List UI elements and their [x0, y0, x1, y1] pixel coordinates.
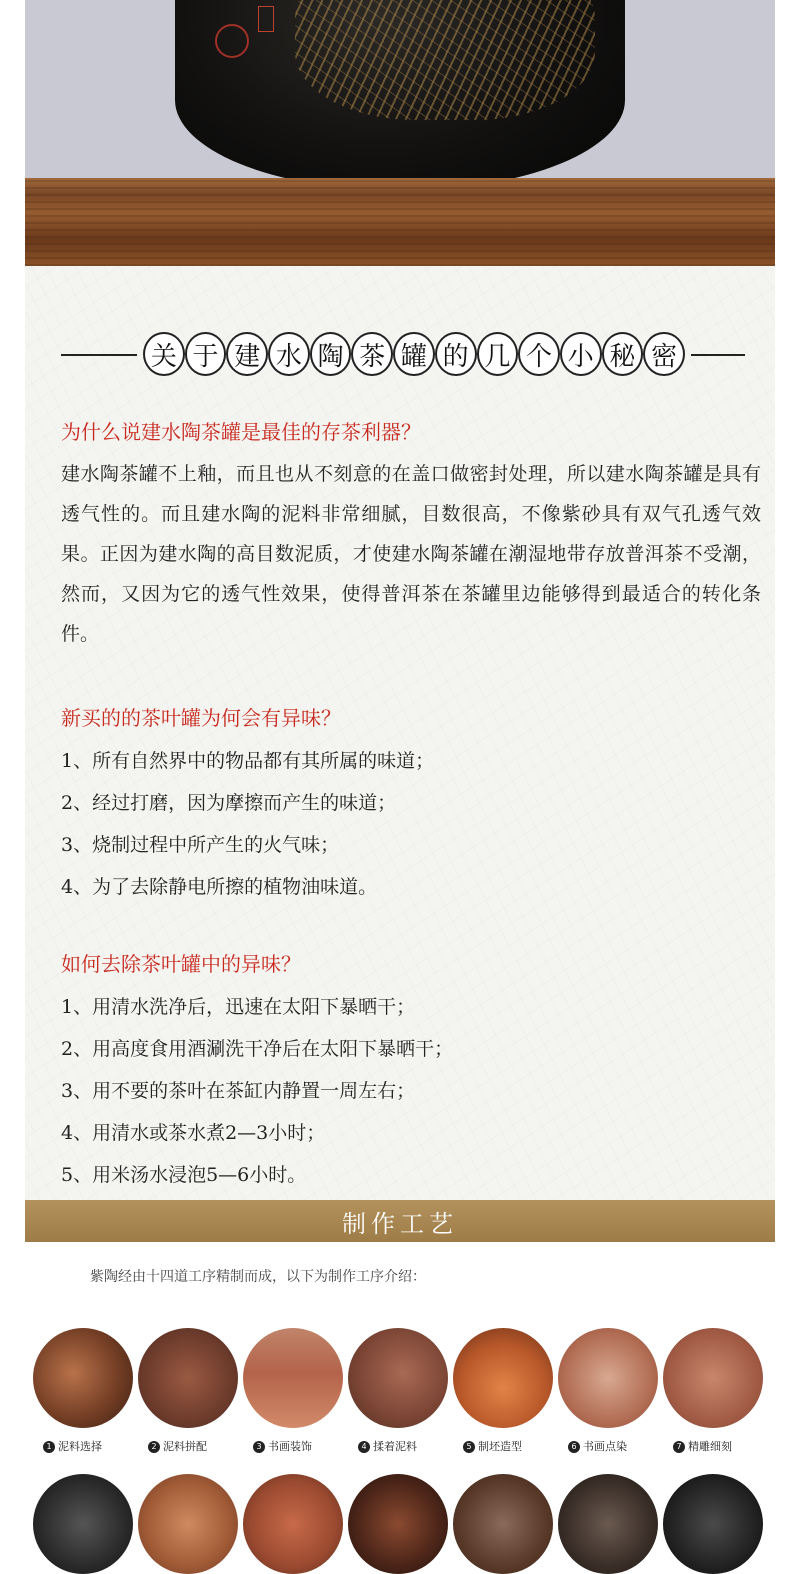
- title-char: 水: [268, 332, 310, 376]
- title-char: 茶: [351, 332, 393, 376]
- title-char: 建: [226, 332, 268, 376]
- title-char: 个: [518, 332, 560, 376]
- step-label-text: 泥料拼配: [163, 1440, 207, 1453]
- title-char: 的: [435, 332, 477, 376]
- list-item: 4、为了去除静电所擦的植物油味道。: [61, 876, 378, 898]
- step-1-photo: [33, 1328, 133, 1428]
- step-number-icon: 6: [568, 1441, 580, 1453]
- question-2-list: [61, 740, 434, 908]
- jar-seal-mark: [258, 6, 274, 32]
- title-rule-left: [61, 354, 137, 356]
- step-number-icon: 2: [148, 1441, 160, 1453]
- step-3-label: [253, 1438, 312, 1454]
- step-7-photo: [663, 1328, 763, 1428]
- list-item: 1、用清水洗净后，迅速在太阳下暴晒干；: [61, 996, 416, 1018]
- step-12-photo: [453, 1474, 553, 1574]
- step-6-photo: [558, 1328, 658, 1428]
- step-number-icon: 1: [43, 1441, 55, 1453]
- step-label-text: 制坯造型: [478, 1440, 522, 1453]
- craft-banner: 制作工艺: [25, 1200, 775, 1242]
- step-10-photo: [243, 1474, 343, 1574]
- step-label-text: 精雕细刻: [688, 1440, 732, 1453]
- step-5-photo: [453, 1328, 553, 1428]
- title-char: 几: [477, 332, 519, 376]
- title-char: 秘: [602, 332, 644, 376]
- jar-round-seal: [215, 24, 249, 58]
- title-char: 小: [560, 332, 602, 376]
- step-2-photo: [138, 1328, 238, 1428]
- question-3-heading: 如何去除茶叶罐中的异味？: [61, 952, 301, 976]
- article-section: [25, 266, 775, 1200]
- step-6-label: [568, 1438, 627, 1454]
- title-char: 于: [185, 332, 227, 376]
- step-number-icon: 7: [673, 1441, 685, 1453]
- step-2-label: [148, 1438, 207, 1454]
- step-11-photo: [348, 1474, 448, 1574]
- list-item: 2、用高度食用酒涮洗干净后在太阳下暴晒干；: [61, 1038, 454, 1060]
- hero-photo: [25, 0, 775, 266]
- step-3-photo: [243, 1328, 343, 1428]
- step-number-icon: 5: [463, 1441, 475, 1453]
- question-1-answer: 建水陶茶罐不上釉，而且也从不刻意的在盖口做密封处理，所以建水陶茶罐是具有透气性的。而且建水陶的泥料非常细腻，目数很高，不像紫砂具有双气孔透气效果。正因为建水陶的高目数泥质，才使建水陶茶罐在潮湿地带存放普洱茶不受潮，然而，又因为它的透气性效果，使得普洱茶在茶罐里边能够得到最适合的转化条件。: [61, 463, 761, 645]
- tea-jar-image: [175, 0, 625, 190]
- title-char: 陶: [310, 332, 352, 376]
- jar-engraving: [295, 0, 595, 120]
- step-9-photo: [138, 1474, 238, 1574]
- step-7-label: [673, 1438, 732, 1454]
- list-item: 1、所有自然界中的物品都有其所属的味道；: [61, 750, 435, 772]
- question-1-heading: 为什么说建水陶茶罐是最佳的存茶利器？: [61, 420, 421, 444]
- step-label-text: 书画装饰: [268, 1440, 312, 1453]
- step-label-text: 揉着泥料: [373, 1440, 417, 1453]
- step-4-label: [358, 1438, 417, 1454]
- step-5-label: [463, 1438, 522, 1454]
- title-char: 关: [143, 332, 185, 376]
- question-2-heading: 新买的的茶叶罐为何会有异味？: [61, 706, 341, 730]
- question-3-list: [61, 986, 453, 1196]
- title-char: 罐: [393, 332, 435, 376]
- title-char: 密: [643, 332, 685, 376]
- list-item: 4、用清水或茶水煮2—3小时；: [61, 1122, 326, 1144]
- step-label-text: 书画点染: [583, 1440, 627, 1453]
- craft-intro: 紫陶经由十四道工序精制而成，以下为制作工序介绍：: [90, 1269, 426, 1285]
- title-rule-right: [691, 354, 745, 356]
- step-14-photo: [663, 1474, 763, 1574]
- step-8-photo: [33, 1474, 133, 1574]
- step-number-icon: 3: [253, 1441, 265, 1453]
- list-item: 5、用米汤水浸泡5—6小时。: [61, 1164, 307, 1186]
- step-4-photo: [348, 1328, 448, 1428]
- list-item: 3、用不要的茶叶在茶缸内静置一周左右；: [61, 1080, 416, 1102]
- wooden-shelf: [25, 178, 775, 266]
- step-number-icon: 4: [358, 1441, 370, 1453]
- step-13-photo: [558, 1474, 658, 1574]
- list-item: 2、经过打磨，因为摩擦而产生的味道；: [61, 792, 397, 814]
- step-label-text: 泥料选择: [58, 1440, 102, 1453]
- list-item: 3、烧制过程中所产生的火气味；: [61, 834, 340, 856]
- step-1-label: [43, 1438, 102, 1454]
- process-gallery: [25, 1328, 775, 1546]
- section-title: [143, 328, 685, 380]
